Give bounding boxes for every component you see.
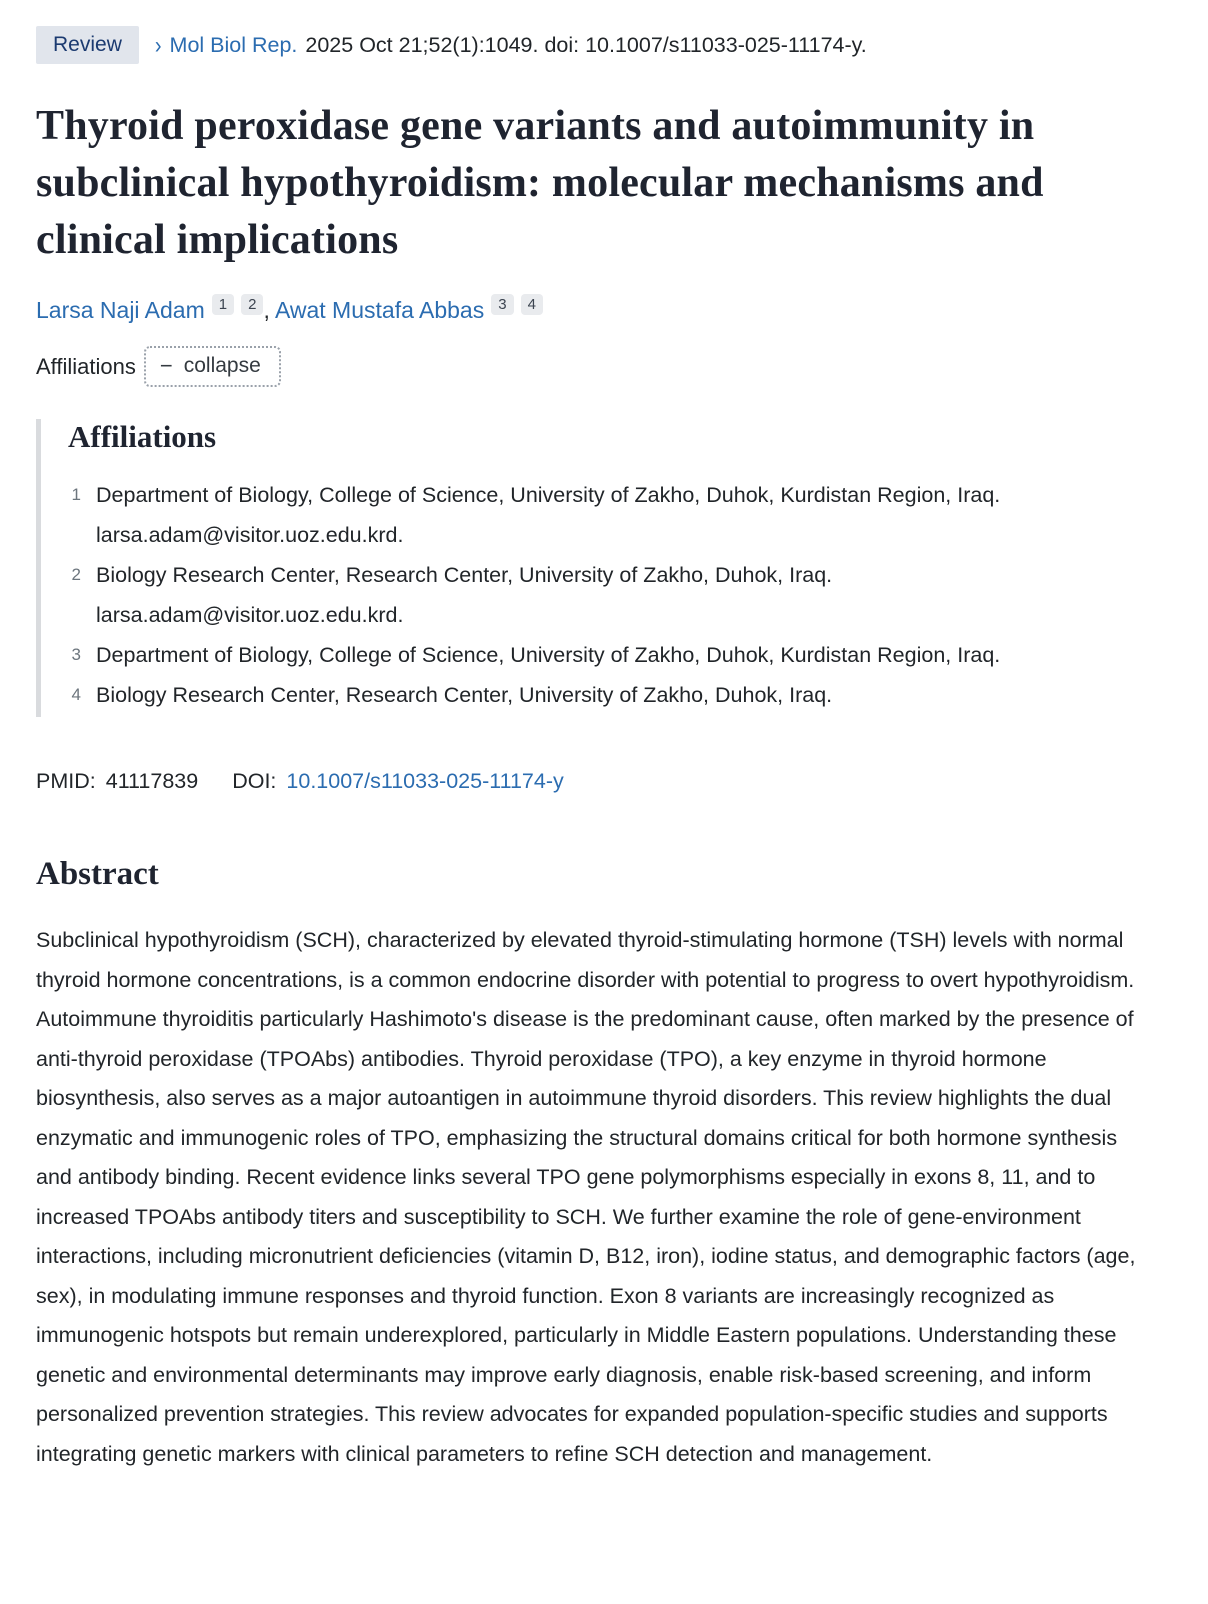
authors-line — [36, 297, 1168, 324]
author-link[interactable]: Larsa Naji Adam — [36, 297, 205, 323]
identifiers-row — [36, 769, 1168, 794]
citation-header — [36, 26, 1168, 64]
affiliations-heading: Affiliations — [68, 419, 217, 454]
article-title: Thyroid peroxidase gene variants and autoimmunity in subclinical hypothyroidism: molecular mechanisms and clinical implications — [36, 103, 1044, 263]
affiliations-toggle-row — [36, 346, 1168, 387]
affiliation-item — [68, 635, 1168, 675]
citation-line — [155, 33, 867, 58]
affiliation-text: Biology Research Center, Research Center, University of Zakho, Duhok, Iraq. — [96, 683, 833, 707]
collapse-affiliations-button[interactable] — [144, 346, 281, 387]
affiliation-item — [68, 555, 1168, 635]
author-affiliation-sup: 1 — [212, 294, 234, 315]
abstract-heading: Abstract — [36, 856, 159, 892]
affiliation-item — [68, 675, 1168, 715]
pmid-value: 41117839 — [105, 769, 199, 793]
collapse-button-label: collapse — [183, 354, 261, 377]
publication-type-badge: Review — [36, 26, 139, 64]
affiliation-number: 2 — [71, 565, 81, 584]
affiliation-number: 1 — [71, 485, 81, 504]
doi-label: DOI: — [232, 769, 277, 793]
author-link[interactable]: Awat Mustafa Abbas — [274, 297, 485, 323]
affiliation-number: 4 — [71, 685, 81, 704]
affiliation-text: Department of Biology, College of Science, University of Zakho, Duhok, Kurdistan Region, Iraq. larsa.adam@visitor.uoz.edu.krd. — [96, 483, 1001, 547]
pmid-label: PMID: — [36, 769, 96, 793]
affiliations-list — [68, 475, 1168, 715]
minus-icon: − — [159, 353, 173, 378]
author-affiliation-sup: 2 — [241, 294, 263, 315]
affiliation-number: 3 — [71, 645, 81, 664]
journal-link[interactable]: Mol Biol Rep. — [169, 32, 298, 57]
author-affiliation-sup: 4 — [521, 294, 543, 315]
affiliation-text: Department of Biology, College of Science, University of Zakho, Duhok, Kurdistan Region, Iraq. — [96, 643, 1001, 667]
doi-pair — [232, 769, 564, 794]
affiliations-panel — [36, 419, 1168, 717]
affiliation-text: Biology Research Center, Research Center, University of Zakho, Duhok, Iraq. larsa.adam@visitor.uoz.edu.krd. — [96, 563, 833, 627]
citation-details: 2025 Oct 21;52(1):1049. doi: 10.1007/s11033-025-11174-y. — [305, 32, 867, 57]
affiliations-label: Affiliations — [36, 353, 136, 379]
chevron-right-icon: › — [154, 32, 162, 59]
doi-link[interactable]: 10.1007/s11033-025-11174-y — [286, 769, 564, 793]
abstract-text: Subclinical hypothyroidism (SCH), characterized by elevated thyroid-stimulating hormone (TSH) levels with normal thyroid hormone concentrations, is a common endocrine disorder with potential to progress to overt hypothyroidism. Autoimmune thyroiditis particularly Hashimoto's disease is the predominant cause, often marked by the presence of anti-thyroid peroxidase (TPOAbs) antibodies. Thyroid peroxidase (TPO), a key enzyme in thyroid hormone biosynthesis, also serves as a major autoantigen in autoimmune thyroid disorders. This review highlights the dual enzymatic and immunogenic roles of TPO, emphasizing the structural domains critical for both hormone synthesis and antibody binding. Recent evidence links several TPO gene polymorphisms especially in exons 8, 11, and to increased TPOAbs antibody titers and susceptibility to SCH. We further examine the role of gene-environment interactions, including micronutrient deficiencies (vitamin D, B12, iron), iodine status, and demographic factors (age, sex), in modulating immune responses and thyroid function. Exon 8 variants are increasingly recognized as immunogenic hotspots but remain underexplored, particularly in Middle Eastern populations. Understanding these genetic and environmental determinants may improve early diagnosis, enable risk-based screening, and inform personalized prevention strategies. This review advocates for expanded population-specific studies and supports integrating genetic markers with clinical parameters to refine SCH detection and management. — [36, 928, 1136, 1466]
pmid-pair — [36, 769, 198, 794]
author-affiliation-sup: 3 — [491, 294, 513, 315]
author-separator: , — [263, 297, 270, 323]
affiliation-item — [68, 475, 1168, 555]
